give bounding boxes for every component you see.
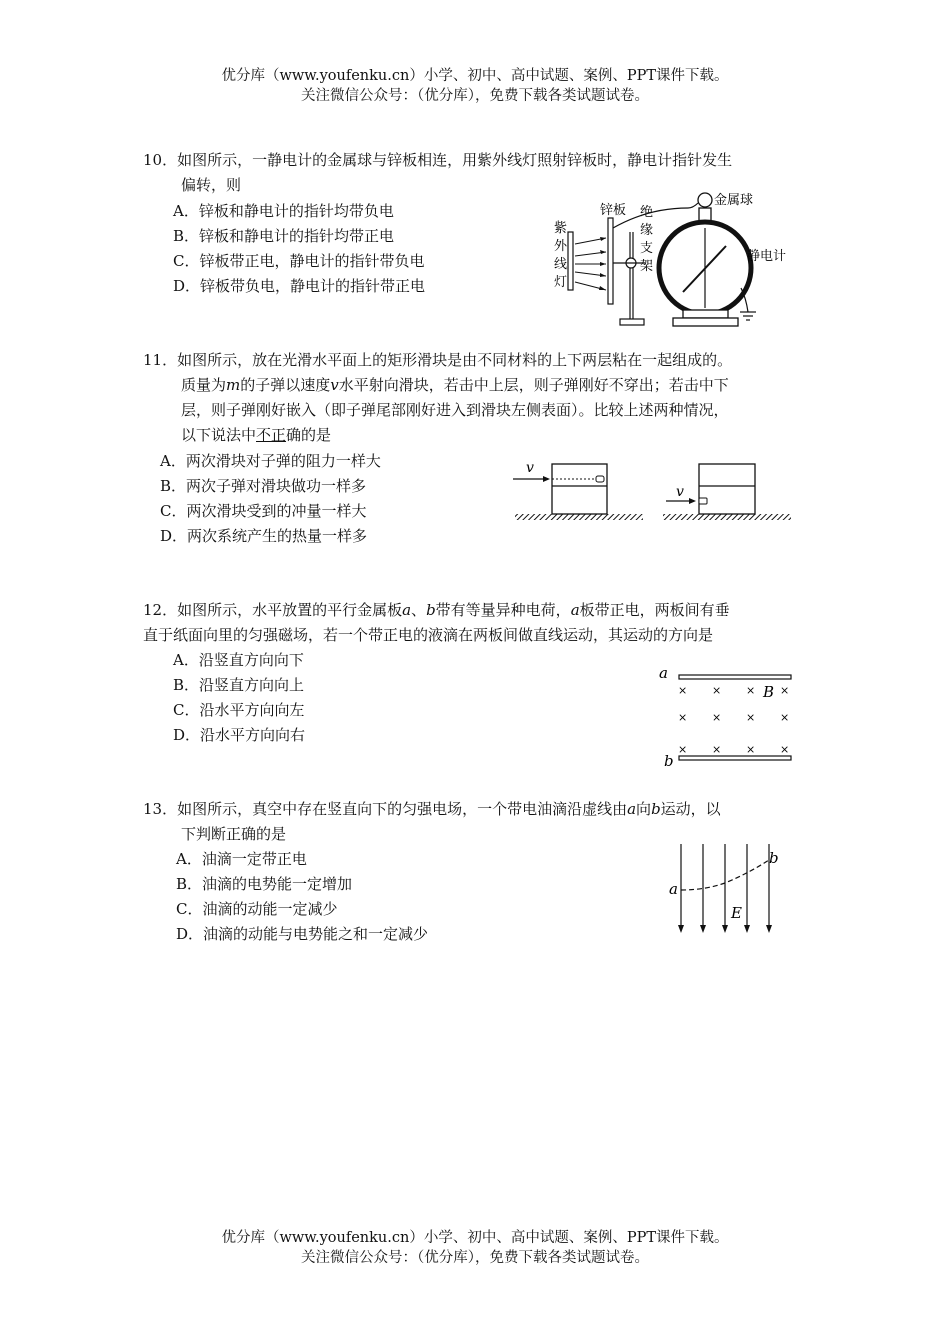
block-1 <box>552 464 607 514</box>
field-e-label: E <box>731 904 742 922</box>
point-b-label: b <box>769 849 779 867</box>
page-header <box>0 66 950 106</box>
cross: × <box>712 711 722 724</box>
field-b-label: B <box>763 683 775 701</box>
cross: × <box>712 743 722 756</box>
q10-stem-line-1: 10．如图所示，一静电计的金属球与锌板相连，用紫外线灯照射锌板时，静电计指针发生 <box>143 151 733 169</box>
q11-line2-b: 的子弹以速度 <box>240 376 331 394</box>
lamp-label-3: 线 <box>554 257 568 272</box>
footer-line-1: 优分库（www.youfenku.cn）小学、初中、高中试题、案例、PPT课件下载。 <box>221 1230 729 1246</box>
q13-option-d: D．油滴的动能与电势能之和一定减少 <box>176 925 429 943</box>
q11-slider-block-figure <box>508 455 798 525</box>
q10-option-a: A．锌板和静电计的指针均带负电 <box>173 202 394 220</box>
page-footer <box>0 1228 950 1268</box>
q12-line1-c: 板带正电，两板间有垂 <box>579 601 730 619</box>
q11-line2-a: 质量为 <box>181 376 227 394</box>
stand-label-3: 支 <box>640 241 654 256</box>
block-2 <box>699 464 755 514</box>
q11-option-d: D．两次系统产生的热量一样多 <box>160 527 368 545</box>
ground-2 <box>663 514 791 520</box>
q11-stem-line-1: 11．如图所示，放在光滑水平面上的矩形滑块是由不同材料的上下两层粘在一起组成的。 <box>143 351 733 369</box>
plate-b <box>679 756 791 760</box>
lamp-label-2: 外 <box>554 239 568 254</box>
cross: × <box>678 684 688 697</box>
var-v: v <box>330 376 339 394</box>
plate-b-label: b <box>664 752 674 770</box>
cross: × <box>678 743 688 756</box>
q11-stem-line-3: 层，则子弹刚好嵌入（即子弹尾部刚好进入到滑块左侧表面）。比较上述两种情况， <box>181 401 729 419</box>
q13-option-b: B．油滴的电势能一定增加 <box>176 875 353 893</box>
var-a: a <box>402 601 412 619</box>
q10-option-b: B．锌板和静电计的指针均带正电 <box>173 227 395 245</box>
var-b: b <box>651 800 661 818</box>
q11-stem-line-4 <box>181 424 331 446</box>
q10-stem-line-2: 偏转，则 <box>181 176 242 194</box>
uv-lamp <box>568 232 573 290</box>
plate-a <box>679 675 791 679</box>
footer-line-2: 关注微信公众号：（优分库），免费下载各类试题试卷。 <box>301 1250 649 1266</box>
q13-electric-field-figure <box>665 840 785 940</box>
cross: × <box>746 684 756 697</box>
cross: × <box>746 711 756 724</box>
zinc-plate <box>608 218 613 304</box>
bullet-2 <box>699 498 707 504</box>
velocity-label-1: v <box>526 460 534 476</box>
q11-stem-line-2 <box>181 374 729 396</box>
var-b: b <box>426 601 436 619</box>
stand-label-2: 缘 <box>640 223 654 238</box>
q12-parallel-plates-figure <box>655 660 800 772</box>
q11-option-c: C．两次滑块受到的冲量一样大 <box>160 502 367 520</box>
q12-option-d: D．沿水平方向向右 <box>173 726 306 744</box>
stand-label-1: 绝 <box>640 205 654 220</box>
stand-label-4: 架 <box>640 259 654 274</box>
q12-option-c: C．沿水平方向向左 <box>173 701 305 719</box>
q13-line1-b: 运动，以 <box>660 800 721 818</box>
q11-line4-a: 以下说法中 <box>181 426 257 444</box>
cross: × <box>746 743 756 756</box>
q11-line2-c: 水平射向滑块，若击中上层，则子弹刚好不穿出；若击中下 <box>338 376 729 394</box>
q11-option-b: B．两次子弹对滑块做功一样多 <box>160 477 367 495</box>
ball-label: 金属球 <box>714 193 754 208</box>
cross: × <box>678 711 688 724</box>
q11-underlined-not: 不正 <box>256 426 287 444</box>
q13-option-a: A．油滴一定带正电 <box>176 850 307 868</box>
var-a-2: a <box>570 601 580 619</box>
q10-electroscope-figure <box>548 188 808 333</box>
q10-option-d: D．锌板带负电，静电计的指针带正电 <box>173 277 426 295</box>
bullet-1 <box>596 476 604 482</box>
cross: × <box>712 684 722 697</box>
q12-option-a: A．沿竖直方向向下 <box>173 651 304 669</box>
cross: × <box>780 684 790 697</box>
cross: × <box>780 711 790 724</box>
q13-stem-line-2: 下判断正确的是 <box>181 825 287 843</box>
metal-ball <box>698 193 712 207</box>
header-line-1: 优分库（www.youfenku.cn）小学、初中、高中试题、案例、PPT课件下载。 <box>221 68 729 84</box>
field-lines <box>681 844 769 928</box>
point-a-label: a <box>669 880 678 898</box>
var-a: a <box>627 800 637 818</box>
q12-line1-sep: 、 <box>411 601 427 619</box>
var-m: m <box>226 376 241 394</box>
velocity-label-2: v <box>676 484 684 500</box>
q12-line1-b: 带有等量异种电荷， <box>435 601 571 619</box>
ground-1 <box>515 514 643 520</box>
cross: × <box>780 743 790 756</box>
lamp-label-1: 紫 <box>554 221 568 236</box>
q11-line4-b: 确的是 <box>286 426 332 444</box>
q13-line1-a: 13．如图所示，真空中存在竖直向下的匀强电场，一个带电油滴沿虚线由 <box>143 800 628 818</box>
q13-line1-mid: 向 <box>636 800 652 818</box>
lamp-label-4: 灯 <box>554 275 568 290</box>
plate-a-label: a <box>659 664 668 682</box>
q12-stem-line-2: 直于纸面向里的匀强磁场，若一个带正电的液滴在两板间做直线运动，其运动的方向是 <box>143 626 714 644</box>
q13-option-c: C．油滴的动能一定减少 <box>176 900 338 918</box>
meter-label: 静电计 <box>747 249 787 264</box>
q12-line1-a: 12．如图所示，水平放置的平行金属板 <box>143 601 403 619</box>
q13-stem-line-1 <box>143 798 721 820</box>
zinc-label: 锌板 <box>600 203 627 218</box>
q11-option-a: A．两次滑块对子弹的阻力一样大 <box>160 452 381 470</box>
q10-option-c: C．锌板带正电，静电计的指针带负电 <box>173 252 425 270</box>
header-line-2: 关注微信公众号：（优分库），免费下载各类试题试卷。 <box>301 88 649 104</box>
q12-option-b: B．沿竖直方向向上 <box>173 676 305 694</box>
q12-stem-line-1 <box>143 599 730 621</box>
